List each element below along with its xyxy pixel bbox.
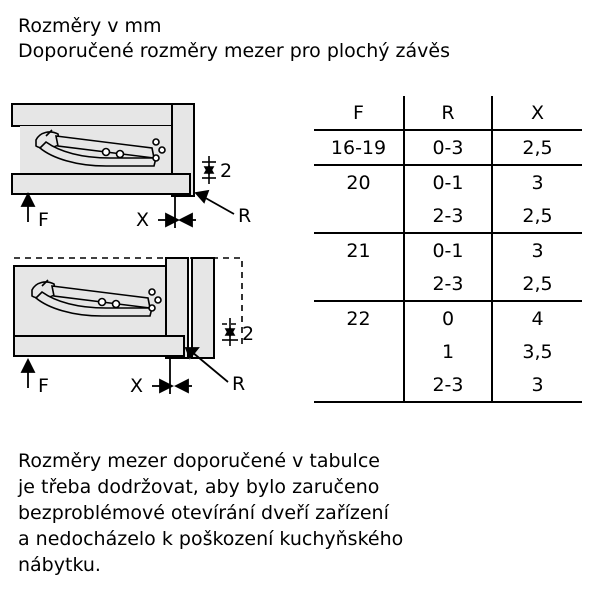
footer-line-4: a nedocházelo k poškození kuchyňského	[18, 528, 404, 550]
cell-r: 0-1	[404, 165, 492, 199]
page-title: Rozměry v mm	[18, 15, 162, 37]
footer-line-3: bezproblémové otevírání dveří zařízení	[18, 502, 389, 524]
label-x-bottom: X	[130, 375, 144, 397]
cell-r: 2-3	[404, 368, 492, 402]
table-row	[314, 165, 582, 199]
table-header-x: X	[492, 96, 582, 130]
table-row	[314, 199, 582, 233]
cell-f	[314, 368, 404, 402]
cell-f: 21	[346, 239, 371, 262]
label-gap-2-top: 2	[220, 160, 233, 182]
cell-x: 4	[492, 301, 582, 335]
label-f-bottom: F	[38, 375, 49, 397]
table-row	[314, 130, 582, 165]
label-gap-2-bottom: 2	[242, 323, 255, 345]
cell-x: 3,5	[492, 335, 582, 368]
dimensions-table	[314, 96, 582, 403]
table-header-f: F	[314, 96, 404, 130]
cell-x: 2,5	[492, 267, 582, 301]
cell-x: 2,5	[492, 199, 582, 233]
diagram-flat-hinge-top	[6, 96, 306, 246]
cell-x: 3	[492, 165, 582, 199]
page-title-block	[18, 14, 588, 64]
page-subtitle: Doporučené rozměry mezer pro plochý závěs	[18, 40, 450, 62]
cell-f	[314, 267, 404, 301]
cell-f	[314, 199, 404, 233]
table-row	[314, 267, 582, 301]
footer-line-2: je třeba dodržovat, aby bylo zaručeno	[18, 476, 380, 498]
cell-r: 0-3	[404, 130, 492, 165]
table-row	[314, 335, 582, 368]
cell-r: 2-3	[404, 267, 492, 301]
dimensions-table-wrap	[314, 96, 582, 403]
table-row	[314, 301, 582, 335]
label-x-top: X	[136, 209, 150, 231]
cell-r: 1	[404, 335, 492, 368]
cell-r: 0	[404, 301, 492, 335]
footer-note	[18, 448, 588, 578]
cell-r: 0-1	[404, 233, 492, 267]
footer-line-5: nábytku.	[18, 554, 101, 576]
cell-x: 3	[492, 233, 582, 267]
cell-r: 2-3	[404, 199, 492, 233]
table-row	[314, 368, 582, 402]
label-r-top: R	[238, 205, 252, 227]
cell-f: 16-19	[314, 130, 404, 165]
cell-f	[314, 335, 404, 368]
cell-x: 3	[492, 368, 582, 402]
footer-line-1: Rozměry mezer doporučené v tabulce	[18, 450, 380, 472]
label-r-bottom: R	[232, 373, 246, 395]
cell-f: 20	[346, 171, 371, 194]
label-f-top: F	[38, 209, 49, 231]
diagram-flat-hinge-bottom	[6, 248, 306, 408]
table-header-r: R	[404, 96, 492, 130]
cell-x: 2,5	[492, 130, 582, 165]
cell-f: 22	[346, 307, 371, 330]
table-header-row	[314, 96, 582, 130]
table-row	[314, 233, 582, 267]
